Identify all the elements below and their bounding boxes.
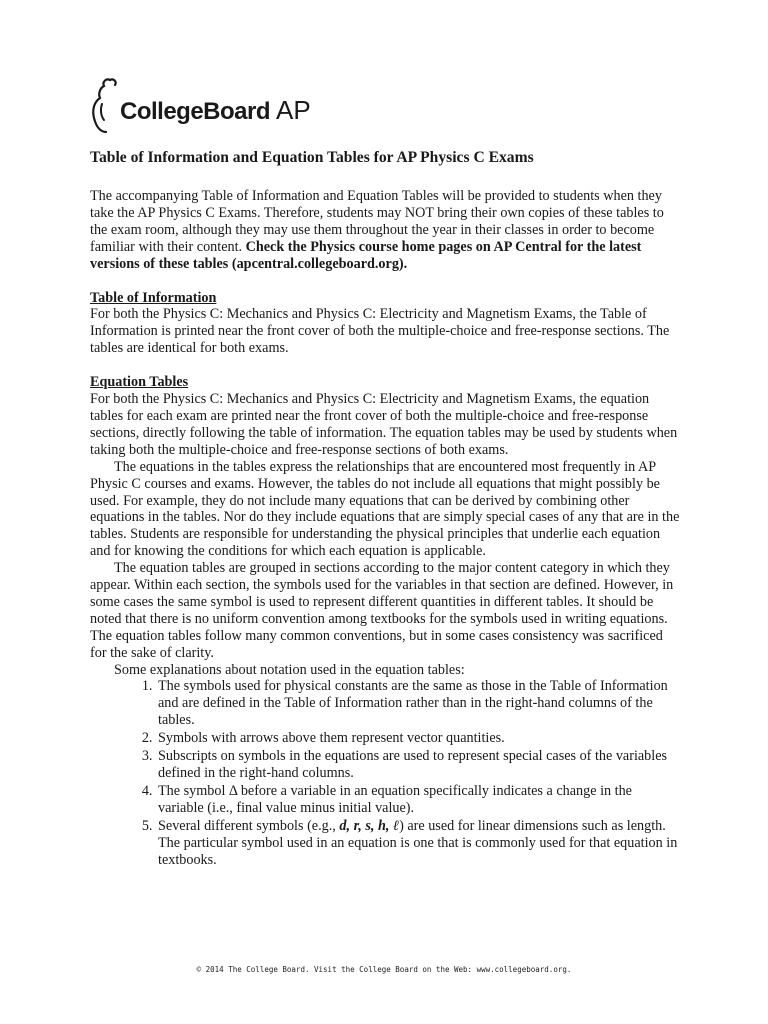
table-of-information-heading: Table of Information <box>90 289 217 306</box>
list-item: 1. The symbols used for physical constants are the same as those in the Table of Information and are defined in the Table of Information rather than in the right-hand columns of the tables. <box>156 678 680 729</box>
page-footer: © 2014 The College Board. Visit the College Board on the Web: www.collegeboard.org. <box>196 965 572 974</box>
item5-after: ) are used for linear dimensions such as length. The particular symbol used in an equation is one that is commonly used for that equation in textbooks. <box>158 817 678 868</box>
list-item <box>156 818 680 869</box>
intro-text: The accompanying Table of Information and Equation Tables will be provided to students when they take the AP Physics C Exams. Therefore, students may NOT bring their own copies of these tables to the exam room, although they may use them throughout the year in their classes in order to become familiar with their content. <box>90 188 664 255</box>
equation-tables-paragraph-4: Some explanations about notation used in the equation tables: <box>114 661 465 678</box>
acorn-logo-icon <box>90 76 124 136</box>
table-of-information-body: For both the Physics C: Mechanics and Physics C: Electricity and Magnetism Exams, the Table of Information is printed near the front cover of both the multiple-choice and free-response sections. The tables are identical for both exams. <box>90 306 670 357</box>
logo-brand: CollegeBoard <box>120 98 271 125</box>
equation-tables-paragraph-3: The equation tables are grouped in sections according to the major content category in which they appear. Within each section, the symbols used for the variables in that section are defined. However, in some cases the same symbol is used to represent different quantities in different tables. It should be noted that there is no uniform convention among textbooks for the symbols used in writing equations. The equation tables follow many common conventions, but in some cases consistency was sacrificed for the sake of clarity. <box>90 560 674 661</box>
page-title: Table of Information and Equation Tables for AP Physics C Exams <box>90 149 534 166</box>
intro-paragraph <box>90 188 680 273</box>
logo-suffix: AP <box>276 95 311 125</box>
list-item: 4. The symbol Δ before a variable in an equation specifically indicates a change in the variable (i.e., final value minus initial value). <box>156 783 680 817</box>
item5-symbols: d, r, s, h, ℓ <box>339 817 400 834</box>
list-item: 3. Subscripts on symbols in the equations are used to represent special cases of the variables defined in the right-hand columns. <box>156 748 680 782</box>
equation-tables-paragraph-1: For both the Physics C: Mechanics and Physics C: Electricity and Magnetism Exams, the equation tables for each exam are printed near the front cover of both the multiple-choice and free-response sections, directly following the table of information. The equation tables may be used by students when taking both the multiple-choice and free-response sections of both exams. <box>90 391 678 458</box>
collegeboard-logo <box>90 76 350 136</box>
notation-list <box>90 678 680 868</box>
list-item: 2. Symbols with arrows above them represent vector quantities. <box>156 730 680 747</box>
document-body <box>90 148 680 869</box>
item5-before: Several different symbols (e.g., <box>158 817 340 834</box>
equation-tables-heading: Equation Tables <box>90 374 189 391</box>
equation-tables-paragraph-2: The equations in the tables express the relationships that are encountered most frequently in AP Physic C courses and exams. However, the tables do not include all equations that might possibly be used. For example, they do not include many equations that can be derived by combining other equations in the tables. Nor do they include equations that are simply special cases of any that are in the tables. Students are responsible for understanding the physical principles that underlie each equation and for knowing the conditions for which each equation is applicable. <box>90 458 680 560</box>
intro-bold-text: Check the Physics course home pages on AP Central for the latest versions of these tables (apcentral.collegeboard.org). <box>90 238 642 272</box>
